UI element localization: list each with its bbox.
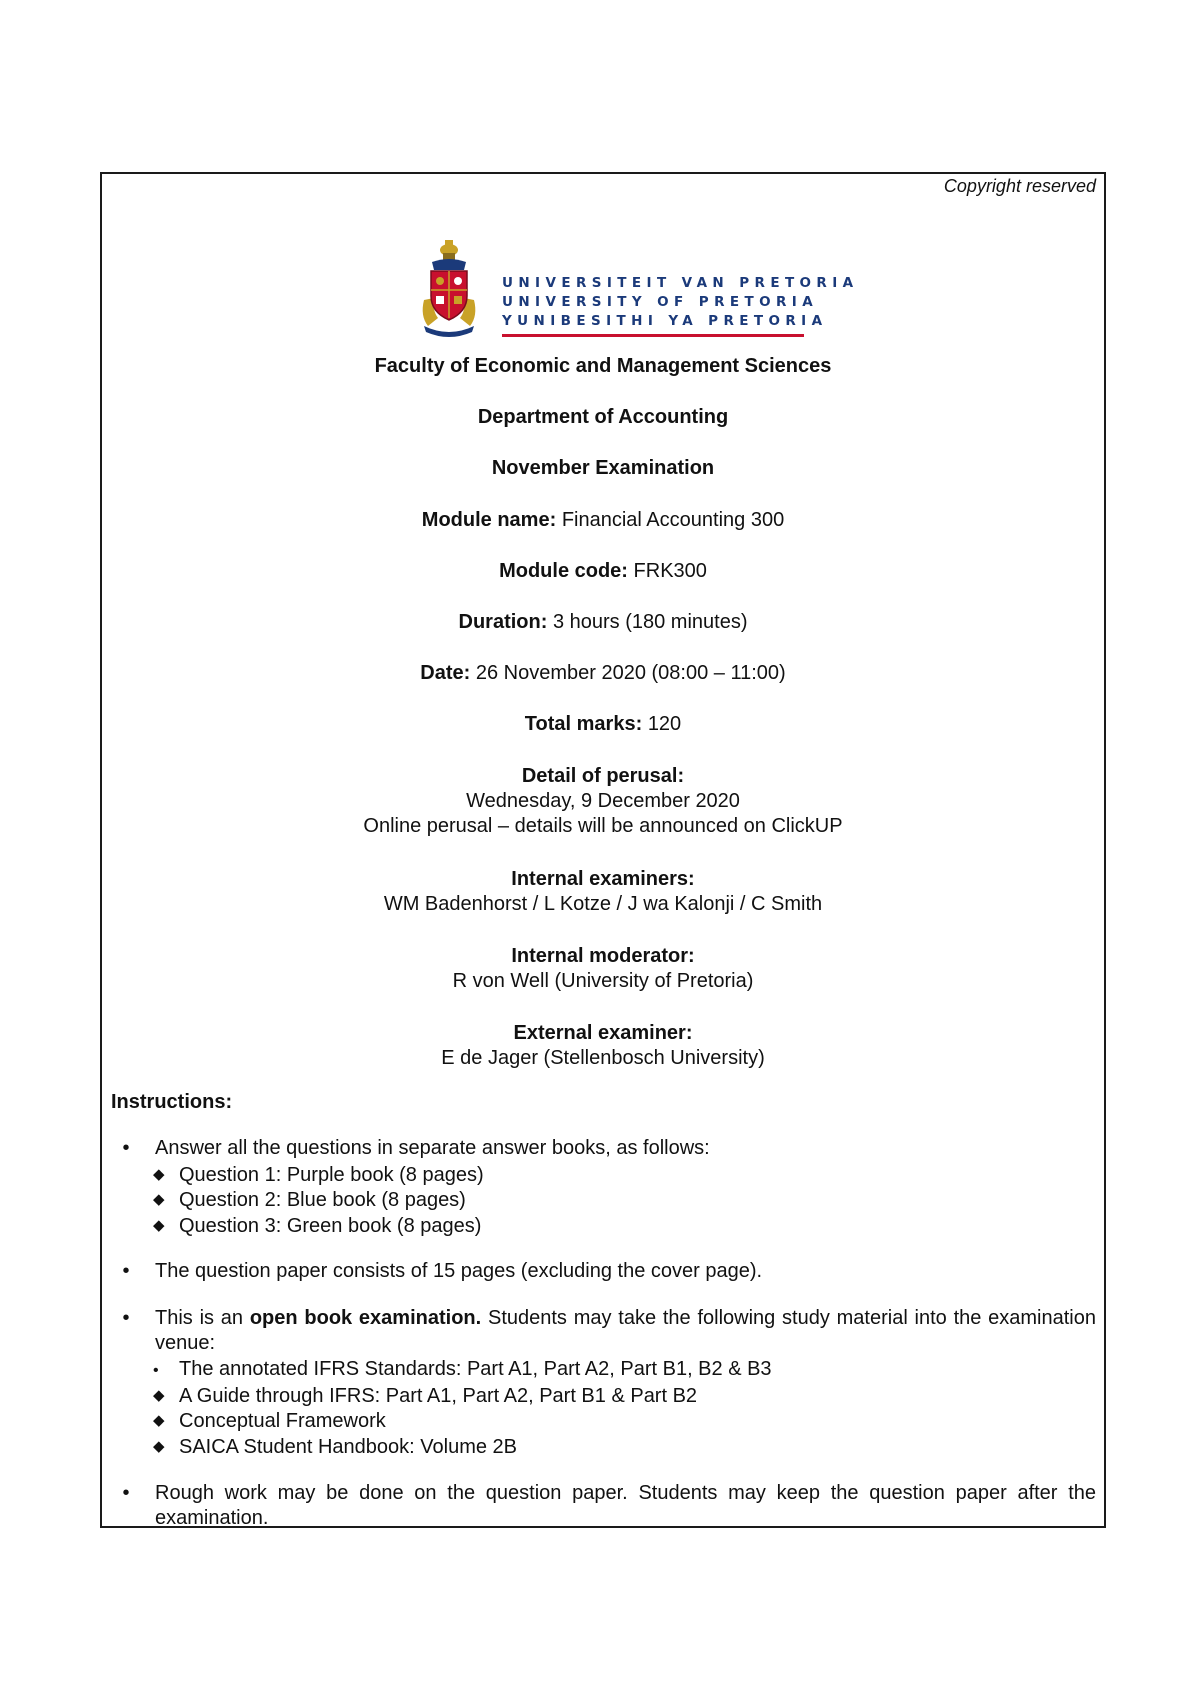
sub-list-item (153, 1213, 481, 1239)
duration-label: Duration: (458, 611, 548, 633)
internal-moderator-block (100, 944, 1106, 994)
exam-title: November Examination (491, 457, 715, 479)
diamond-bullet-icon: ◆ (153, 1412, 165, 1429)
external-examiner-label: External examiner: (513, 1022, 693, 1044)
external-examiner-block (100, 1021, 1106, 1071)
instruction-text (155, 1306, 1096, 1356)
bullet-icon: • (122, 1482, 130, 1504)
diamond-bullet-icon: ◆ (153, 1438, 165, 1455)
sub-item-text: The annotated IFRS Standards: Part A1, Part A2, Part B1, B2 & B3 (179, 1358, 772, 1380)
instruction-item (111, 1259, 1096, 1284)
internal-examiners-label: Internal examiners: (511, 868, 695, 890)
instruction-item (111, 1306, 1096, 1356)
module-code-value: FRK300 (633, 560, 707, 582)
open-book-emphasis: open book examination. (249, 1307, 482, 1329)
bullet-icon: • (153, 1362, 159, 1379)
instruction-text: Answer all the questions in separate answer books, as follows: (155, 1137, 710, 1159)
instruction-item (111, 1481, 1096, 1531)
instructions-heading: Instructions: (111, 1091, 233, 1113)
sub-item-text: Question 3: Green book (8 pages) (179, 1215, 482, 1237)
university-name-sepedi: YUNIBESITHI YA PRETORIA (502, 313, 828, 329)
faculty-title: Faculty of Economic and Management Sciences (374, 355, 832, 377)
total-marks-line (100, 712, 1106, 737)
university-names (502, 274, 859, 331)
sub-list-item (153, 1408, 386, 1434)
perusal-date: Wednesday, 9 December 2020 (466, 790, 740, 812)
total-marks-value: 120 (647, 713, 682, 735)
date-line (100, 661, 1106, 686)
university-crest-icon (418, 238, 480, 338)
sub-list-item (153, 1357, 772, 1383)
module-name-label: Module name: (421, 509, 557, 531)
perusal-label: Detail of perusal: (521, 765, 685, 787)
internal-examiners-value: WM Badenhorst / L Kotze / J wa Kalonji / C Smith (383, 893, 823, 915)
instruction-text-post: Students may take the following study material into the examination venue: (155, 1307, 1096, 1354)
sub-list-item (153, 1187, 466, 1213)
sub-item-text: Conceptual Framework (179, 1410, 386, 1432)
department-title: Department of Accounting (477, 406, 729, 428)
sub-item-text: SAICA Student Handbook: Volume 2B (179, 1436, 517, 1458)
bullet-icon: • (122, 1137, 130, 1159)
sub-item-text: Question 1: Purple book (8 pages) (179, 1164, 484, 1186)
sub-list-item (153, 1383, 697, 1409)
diamond-bullet-icon: ◆ (153, 1387, 165, 1404)
bullet-icon: • (122, 1260, 130, 1282)
duration-value: 3 hours (180 minutes) (552, 611, 748, 633)
diamond-bullet-icon: ◆ (153, 1191, 165, 1208)
university-logo (418, 238, 859, 340)
module-code-label: Module code: (499, 560, 628, 582)
module-name-value: Financial Accounting 300 (561, 509, 785, 531)
internal-examiners-block (100, 867, 1106, 917)
external-examiner-value: E de Jager (Stellenbosch University) (441, 1047, 765, 1069)
internal-moderator-label: Internal moderator: (511, 945, 695, 967)
diamond-bullet-icon: ◆ (153, 1217, 165, 1234)
university-name-afrikaans: UNIVERSITEIT VAN PRETORIA (502, 275, 859, 291)
sub-list-item (153, 1162, 484, 1188)
instruction-item (111, 1136, 1096, 1161)
module-code-line (100, 559, 1106, 584)
diamond-bullet-icon: ◆ (153, 1166, 165, 1183)
perusal-block (100, 764, 1106, 839)
logo-underline (502, 334, 804, 337)
date-label: Date: (420, 662, 471, 684)
university-name-english: UNIVERSITY OF PRETORIA (502, 294, 819, 310)
sub-item-text: A Guide through IFRS: Part A1, Part A2, Part B1 & Part B2 (179, 1385, 698, 1407)
copyright-notice: Copyright reserved (943, 176, 1096, 196)
total-marks-label: Total marks: (524, 713, 643, 735)
instruction-text-pre: This is an (155, 1307, 244, 1329)
sub-item-text: Question 2: Blue book (8 pages) (179, 1189, 466, 1211)
bullet-icon: • (122, 1307, 130, 1329)
internal-moderator-value: R von Well (University of Pretoria) (452, 970, 754, 992)
module-name-line (100, 508, 1106, 533)
perusal-details: Online perusal – details will be announced on ClickUP (363, 815, 843, 837)
instruction-text: The question paper consists of 15 pages (excluding the cover page). (155, 1260, 763, 1282)
sub-list-item (153, 1434, 517, 1460)
instruction-text: Rough work may be done on the question paper. Students may keep the question paper after the examination. (155, 1482, 1096, 1529)
duration-line (100, 610, 1106, 635)
date-value: 26 November 2020 (08:00 – 11:00) (475, 662, 786, 684)
